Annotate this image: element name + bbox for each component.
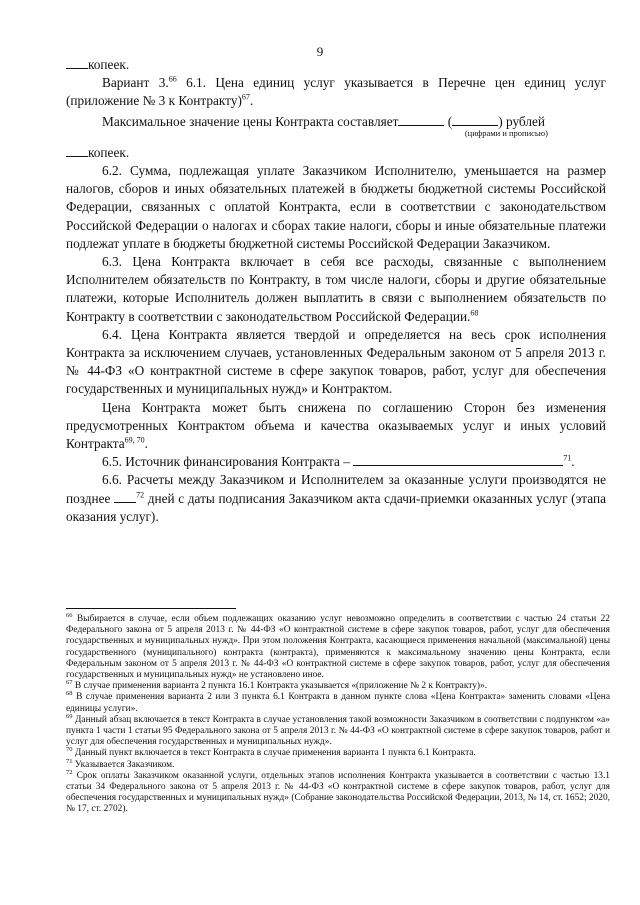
footnote-ref[interactable]: 72	[136, 490, 145, 500]
contract-body	[66, 56, 606, 526]
price-hint: (цифрами и прописью)	[464, 127, 548, 138]
price-words-blank-field[interactable]	[452, 113, 498, 126]
footnote-ref[interactable]: 66	[168, 74, 177, 84]
days-blank-field[interactable]	[114, 490, 136, 503]
paragraph-6-4-b: Цена Контракта может быть снижена по соглашению Сторон без изменения предусмотренных Контрактом объема и качества оказываемых услуг и иных условий Контракта$^{69, 70}$.	[66, 399, 606, 452]
blank-field[interactable]	[66, 144, 88, 157]
page-number: 9	[316, 44, 324, 59]
footnote-ref[interactable]: 69, 70	[124, 435, 145, 445]
footnote: $^{71}$ Указывается Заказчиком.	[66, 757, 175, 770]
footnote-ref[interactable]: 67	[241, 92, 250, 102]
kopeek-line-2: копеек.	[66, 144, 606, 162]
footnote: $^{66}$ Выбирается в случае, если объем подлежащих оказанию услуг невозможно определить в соответствии с частью 24 статьи 22 Федерального закона от 5 апреля 2013 г. № 44-ФЗ «О контрактной системе в сфере закупок товаров, работ, услуг для обеспечения государственных и муниципальных нужд». При этом положения Контракта, касающиеся применения начальной (максимальной) цены государственного (муниципального) контракта (контракта), применяются к максимальному значению цены Контракта, если Федеральным законом от 5 апреля 2013 г. № 44-ФЗ «О контрактной системе в сфере закупок товаров, работ, услуг для обеспечения государственных и муниципальных нужд» не установлено иное.	[66, 611, 610, 681]
footnote-separator	[66, 608, 236, 609]
price-blank-field[interactable]	[398, 113, 444, 126]
paragraph-6-6: 6.6. Расчеты между Заказчиком и Исполнителем за оказанные услуги производятся не позднее $^{72}$ дней с даты подписания Заказчиком акта сдачи-приемки оказанных услуг (этапа оказания услуг).	[66, 472, 606, 524]
paragraph-6-5: 6.5. Источник финансирования Контракта – $^{71}$.	[102, 453, 575, 470]
footnotes	[66, 611, 610, 816]
max-price-line: Максимальное значение цены Контракта составляет ( ) рублей (цифрами и прописью)	[66, 113, 606, 138]
footnote-ref[interactable]: 68	[470, 308, 479, 318]
kopeek-line-1: копеек.	[66, 56, 606, 74]
blank-field[interactable]	[66, 56, 88, 69]
footnote: $^{72}$ Срок оплаты Заказчиком оказанной услуги, отдельных этапов исполнения Контракта указывается в соответствии с частью 13.1 статьи 34 Федерального закона от 5 апреля 2013 г. № 44-ФЗ «О контрактной системе в сфере закупок товаров, работ, услуг для обеспечения государственных и муниципальных нужд» (Собрание законодательства Российской Федерации, 2013, № 14, ст. 1652; 2020, № 17, ст. 2702).	[66, 768, 610, 815]
funding-source-blank-field[interactable]	[353, 453, 563, 466]
paragraph-6-2: 6.2. Сумма, подлежащая уплате Заказчиком Исполнителю, уменьшается на размер налогов, сборов и иных обязательных платежей в бюджеты бюджетной системы Российской Федерации, связанных с оплатой Контракта, если в соответствии с законодательством Российской Федерации о налогах и сборах такие налоги, сборы и иные обязательные платежи подлежат уплате в бюджеты бюджетной системы Российской Федерации Заказчиком.	[66, 163, 606, 251]
footnote: $^{70}$ Данный пункт включается в текст Контракта в случае применения варианта 1 пункта 6.1 Контракта.	[66, 746, 476, 759]
footnote: $^{69}$ Данный абзац включается в текст Контракта в случае установления такой возможности Заказчиком в соответствии с подпунктом «а» пункта 1 части 1 статьи 95 Федерального закона от 5 апреля 2013 г. № 44-ФЗ «О контрактной системе в сфере закупок товаров, работ и услуг для обеспечения государственных и муниципальных нужд».	[66, 712, 610, 748]
footnote-ref[interactable]: 71	[563, 453, 572, 463]
footnote: $^{68}$ В случае применения варианта 2 или 3 пункта 6.1 Контракта в данном пункте слова «Цена Контракта» заменить словами «Цена единицы услуги».	[66, 690, 610, 714]
paragraph-6-3: 6.3. Цена Контракта включает в себя все расходы, связанные с выполнением Исполнителем обязательств по Контракту, в том числе налоги, сборы и другие обязательные платежи, которые Исполнитель должен выплатить в связи с выполнением обязательств по Контракту в соответствии с законодательством Российской Федерации.$^{68}$	[66, 254, 606, 324]
paragraph-6-4: 6.4. Цена Контракта является твердой и определяется на весь срок исполнения Контракта за исключением случаев, установленных Федеральным законом от 5 апреля 2013 г. № 44-ФЗ «О контрактной системе в сфере закупок товаров, работ, услуг для обеспечения государственных и муниципальных нужд» и Контрактом.	[66, 326, 606, 397]
variant-3-paragraph: Вариант 3.66 6.1. Цена единиц услуг указывается в Перечне цен единиц услуг (приложение № 3 к Контракту)$^{67}$.	[66, 74, 606, 109]
footnote: $^{67}$ В случае применения варианта 2 пункта 16.1 Контракта указывается «(приложение № 2 к Контракту)».	[66, 679, 488, 692]
